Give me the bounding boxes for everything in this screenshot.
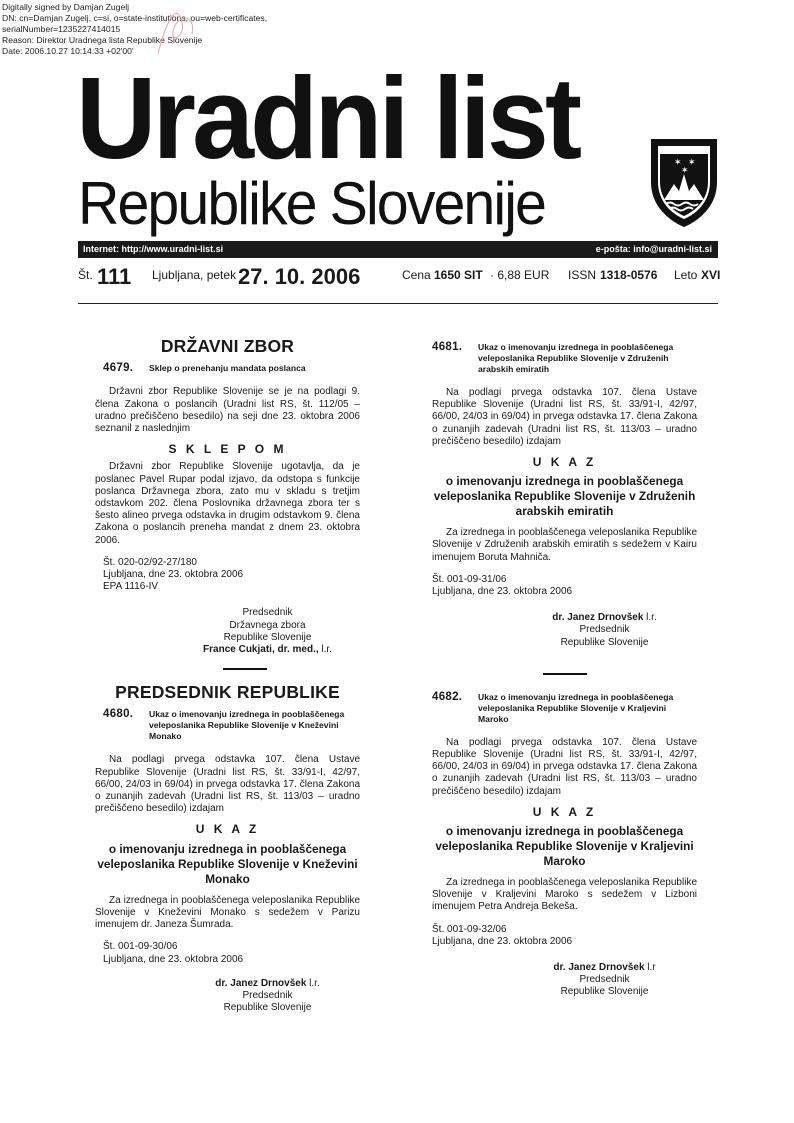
issn-label: ISSN — [568, 268, 597, 282]
signature-line: Reason: Direktor Uradnega lista Republike Slovenije — [2, 35, 203, 45]
year-label: Leto — [674, 268, 698, 282]
signature-block — [512, 962, 697, 999]
signer-name: dr. Janez Drnovšek — [552, 612, 644, 624]
act-intro: Na podlagi prvega odstavka 107. člena Ustave Republike Slovenije (Uradni list RS, št. 33/91-I, 42/97, 66/00, 24/03 in 69/04) in prvega odstavka 17. člena Zakona o zunanjih zadevah (Uradni list RS, št. 113/03 – uradno prečiščeno besedilo) izdajam — [95, 754, 360, 815]
act-title: Sklep o prenehanju mandata poslanca — [149, 363, 306, 374]
act-header-4681 — [432, 341, 697, 375]
act-heading: U K A Z — [532, 455, 597, 470]
signer-role: Državnega zbora — [229, 619, 306, 631]
signer-lr: l.r. — [643, 612, 657, 624]
section-separator — [223, 668, 267, 670]
issue-number-label: Št. — [78, 268, 93, 282]
act-body: Za izrednega in pooblaščenega veleposlanika Republike Slovenije v Kneževini Monako s sedežem v Parizu imenujem dr. Janeza Šumrada. — [95, 894, 360, 931]
signer-lr: l.r. — [318, 644, 332, 656]
issue-place-day: Ljubljana, petek — [152, 268, 237, 282]
act-reference — [103, 557, 360, 594]
digital-signature — [2, 2, 267, 57]
signer-lr: l.r. — [306, 977, 320, 989]
svg-text:✶: ✶ — [688, 158, 696, 168]
signer-lr: l.r — [644, 962, 656, 974]
price-sit: 1650 SIT — [434, 268, 483, 282]
issue-number: 111 — [97, 264, 132, 289]
signer-name: dr. Janez Drnovšek — [215, 977, 307, 989]
act-header-4680 — [103, 708, 360, 742]
act-body: Za izrednega in pooblaščenega veleposlanika Republike Slovenije v Kraljevini Maroko s sedežem v Lizboni imenujem Petra Andreja Bekeša. — [432, 877, 697, 913]
reference-date: Ljubljana, dne 23. oktobra 2006 — [103, 569, 244, 581]
act-intro: Državni zbor Republike Slovenije se je na podlagi 9. člena Zakona o poslancih (Uradni list RS, št. 112/05 – uradno prečiščeno besedilo) na seji dne 23. oktobra 2006 seznanil z naslednjim — [95, 386, 360, 435]
act-header-4682 — [432, 691, 697, 725]
masthead-title: Uradni list — [76, 53, 579, 183]
act-subtitle: o imenovanju izrednega in pooblaščenega veleposlanika Republike Slovenije v Združenih arabskih emiratih — [433, 474, 696, 519]
signer-role: Predsednik — [579, 624, 630, 636]
signature-line: Digitally signed by Damjan Zugelj — [2, 2, 130, 12]
left-column — [95, 320, 360, 1014]
signer-role: Republike Slovenije — [223, 631, 312, 643]
internet-link[interactable]: Internet: http://www.uradni-list.si — [83, 244, 224, 254]
signer-name: France Cukjati, dr. med., — [203, 644, 319, 656]
reference-epa: EPA 1116-IV — [103, 581, 159, 593]
act-title: Ukaz o imenovanju izrednega in pooblaščenega veleposlanika Republike Slovenije v Združenih arabskih emiratih — [478, 342, 674, 374]
act-subtitle: o imenovanju izrednega in pooblaščenega veleposlanika Republike Slovenije v Kraljevini Maroko — [435, 824, 694, 869]
svg-text:✶: ✶ — [681, 166, 689, 176]
act-number: 4680. — [103, 708, 134, 721]
signature-line: Date: 2006.10.27 10:14:33 +02'00' — [2, 46, 134, 56]
reference-number: Št. 001-09-32/06 — [432, 923, 507, 935]
issn-value: 1318-0576 — [600, 268, 658, 282]
signer-role: Predsednik — [242, 989, 293, 1001]
year-value: XVI — [701, 268, 721, 282]
act-number: 4682. — [432, 690, 463, 703]
svg-text:✶: ✶ — [674, 158, 682, 168]
reference-number: Št. 001-09-31/06 — [432, 573, 507, 585]
signer-role: Republike Slovenije — [560, 986, 649, 998]
act-number: 4681. — [432, 341, 463, 353]
signature-block — [175, 607, 360, 656]
signature-line: serialNumber=1235227414015 — [2, 24, 121, 34]
signer-role: Predsednik — [579, 974, 630, 986]
act-reference — [432, 574, 697, 598]
act-body: Za izrednega in pooblaščenega veleposlanika Republike Slovenije v Združenih arabskih emiratih s sedežem v Kairu imenujem Boruta Mahniča. — [432, 527, 697, 563]
section-heading-drzavni-zbor: DRŽAVNI ZBOR — [160, 336, 295, 356]
act-subtitle: o imenovanju izrednega in pooblaščenega veleposlanika Republike Slovenije v Kneževini Monako — [97, 841, 358, 886]
act-header-4679 — [103, 362, 360, 374]
signature-line: DN: cn=Damjan Zugelj, c=si, o=state-institutions, ou=web-certificates, — [2, 13, 268, 23]
masthead-subtitle: Republike Slovenije — [78, 170, 545, 237]
act-number: 4679. — [103, 362, 134, 375]
right-column — [432, 341, 697, 999]
issue-date: 27. 10. 2006 — [238, 264, 361, 289]
act-title: Ukaz o imenovanju izrednega in pooblaščenega veleposlanika Republike Slovenije v Kneževini Monako — [149, 709, 345, 742]
issue-line — [78, 262, 721, 292]
act-reference — [432, 924, 697, 948]
act-reference — [103, 941, 360, 965]
signature-block — [512, 612, 697, 649]
act-heading: S K L E P O M — [168, 442, 287, 457]
reference-date: Ljubljana, dne 23. oktobra 2006 — [432, 935, 573, 947]
signer-role: Republike Slovenije — [560, 636, 649, 648]
act-body: Državni zbor Republike Slovenije ugotavlja, da je poslanec Pavel Rupar podal izjavo, da odstopa s funkcije poslanca Državnega zbora, zato mu v skladu s tretjim odstavkom 202. člena Poslovnika državnega zbora ter s šesto alineo prvega odstavka in drugim odstavkom 9. člena Zakona o poslancih preneha mandat z dnem 23. oktobra 2006. — [95, 461, 360, 546]
act-intro: Na podlagi prvega odstavka 107. člena Ustave Republike Slovenije (Uradni list RS, št. 33/91-I, 42/97, 66/00, 24/03 in 69/04) in prvega odstavka 17. člena Zakona o zunanjih zadevah (Uradni list RS, št. 113/03 – uradno prečiščeno besedilo) izdajam — [432, 387, 697, 447]
price-label: Cena — [402, 268, 431, 282]
masthead-info-bar — [78, 241, 718, 258]
reference-number: Št. 001-09-30/06 — [103, 941, 178, 953]
section-separator — [543, 673, 587, 675]
section-heading-predsednik: PREDSEDNIK REPUBLIKE — [115, 682, 340, 703]
signature-block — [175, 978, 360, 1015]
signer-role: Republike Slovenije — [223, 1002, 312, 1014]
signer-name: dr. Janez Drnovšek — [553, 962, 645, 974]
reference-number: Št. 020-02/92-27/180 — [103, 556, 197, 568]
act-heading: U K A Z — [195, 822, 260, 837]
act-title: Ukaz o imenovanju izrednega in pooblaščenega veleposlanika Republike Slovenije v Kraljevini Maroko — [478, 691, 674, 724]
coat-of-arms-icon — [650, 138, 718, 228]
act-heading: U K A Z — [532, 804, 597, 819]
email-link[interactable]: e-pošta: info@uradni-list.si — [595, 244, 712, 254]
reference-date: Ljubljana, dne 23. oktobra 2006 — [432, 586, 573, 598]
signer-role: Predsednik — [242, 607, 293, 619]
price-eur: · 6,88 EUR — [490, 268, 550, 282]
reference-date: Ljubljana, dne 23. oktobra 2006 — [103, 953, 244, 965]
act-intro: Na podlagi prvega odstavka 107. člena Ustave Republike Slovenije (Uradni list RS, št. 33/91-I, 42/97, 66/00, 24/03 in 69/04) in prvega odstavka 17. člena Zakona o zunanjih zadevah (Uradni list RS, št. 113/03 – uradno prečiščeno besedilo) izdajam — [432, 736, 697, 797]
header-divider — [78, 303, 718, 304]
